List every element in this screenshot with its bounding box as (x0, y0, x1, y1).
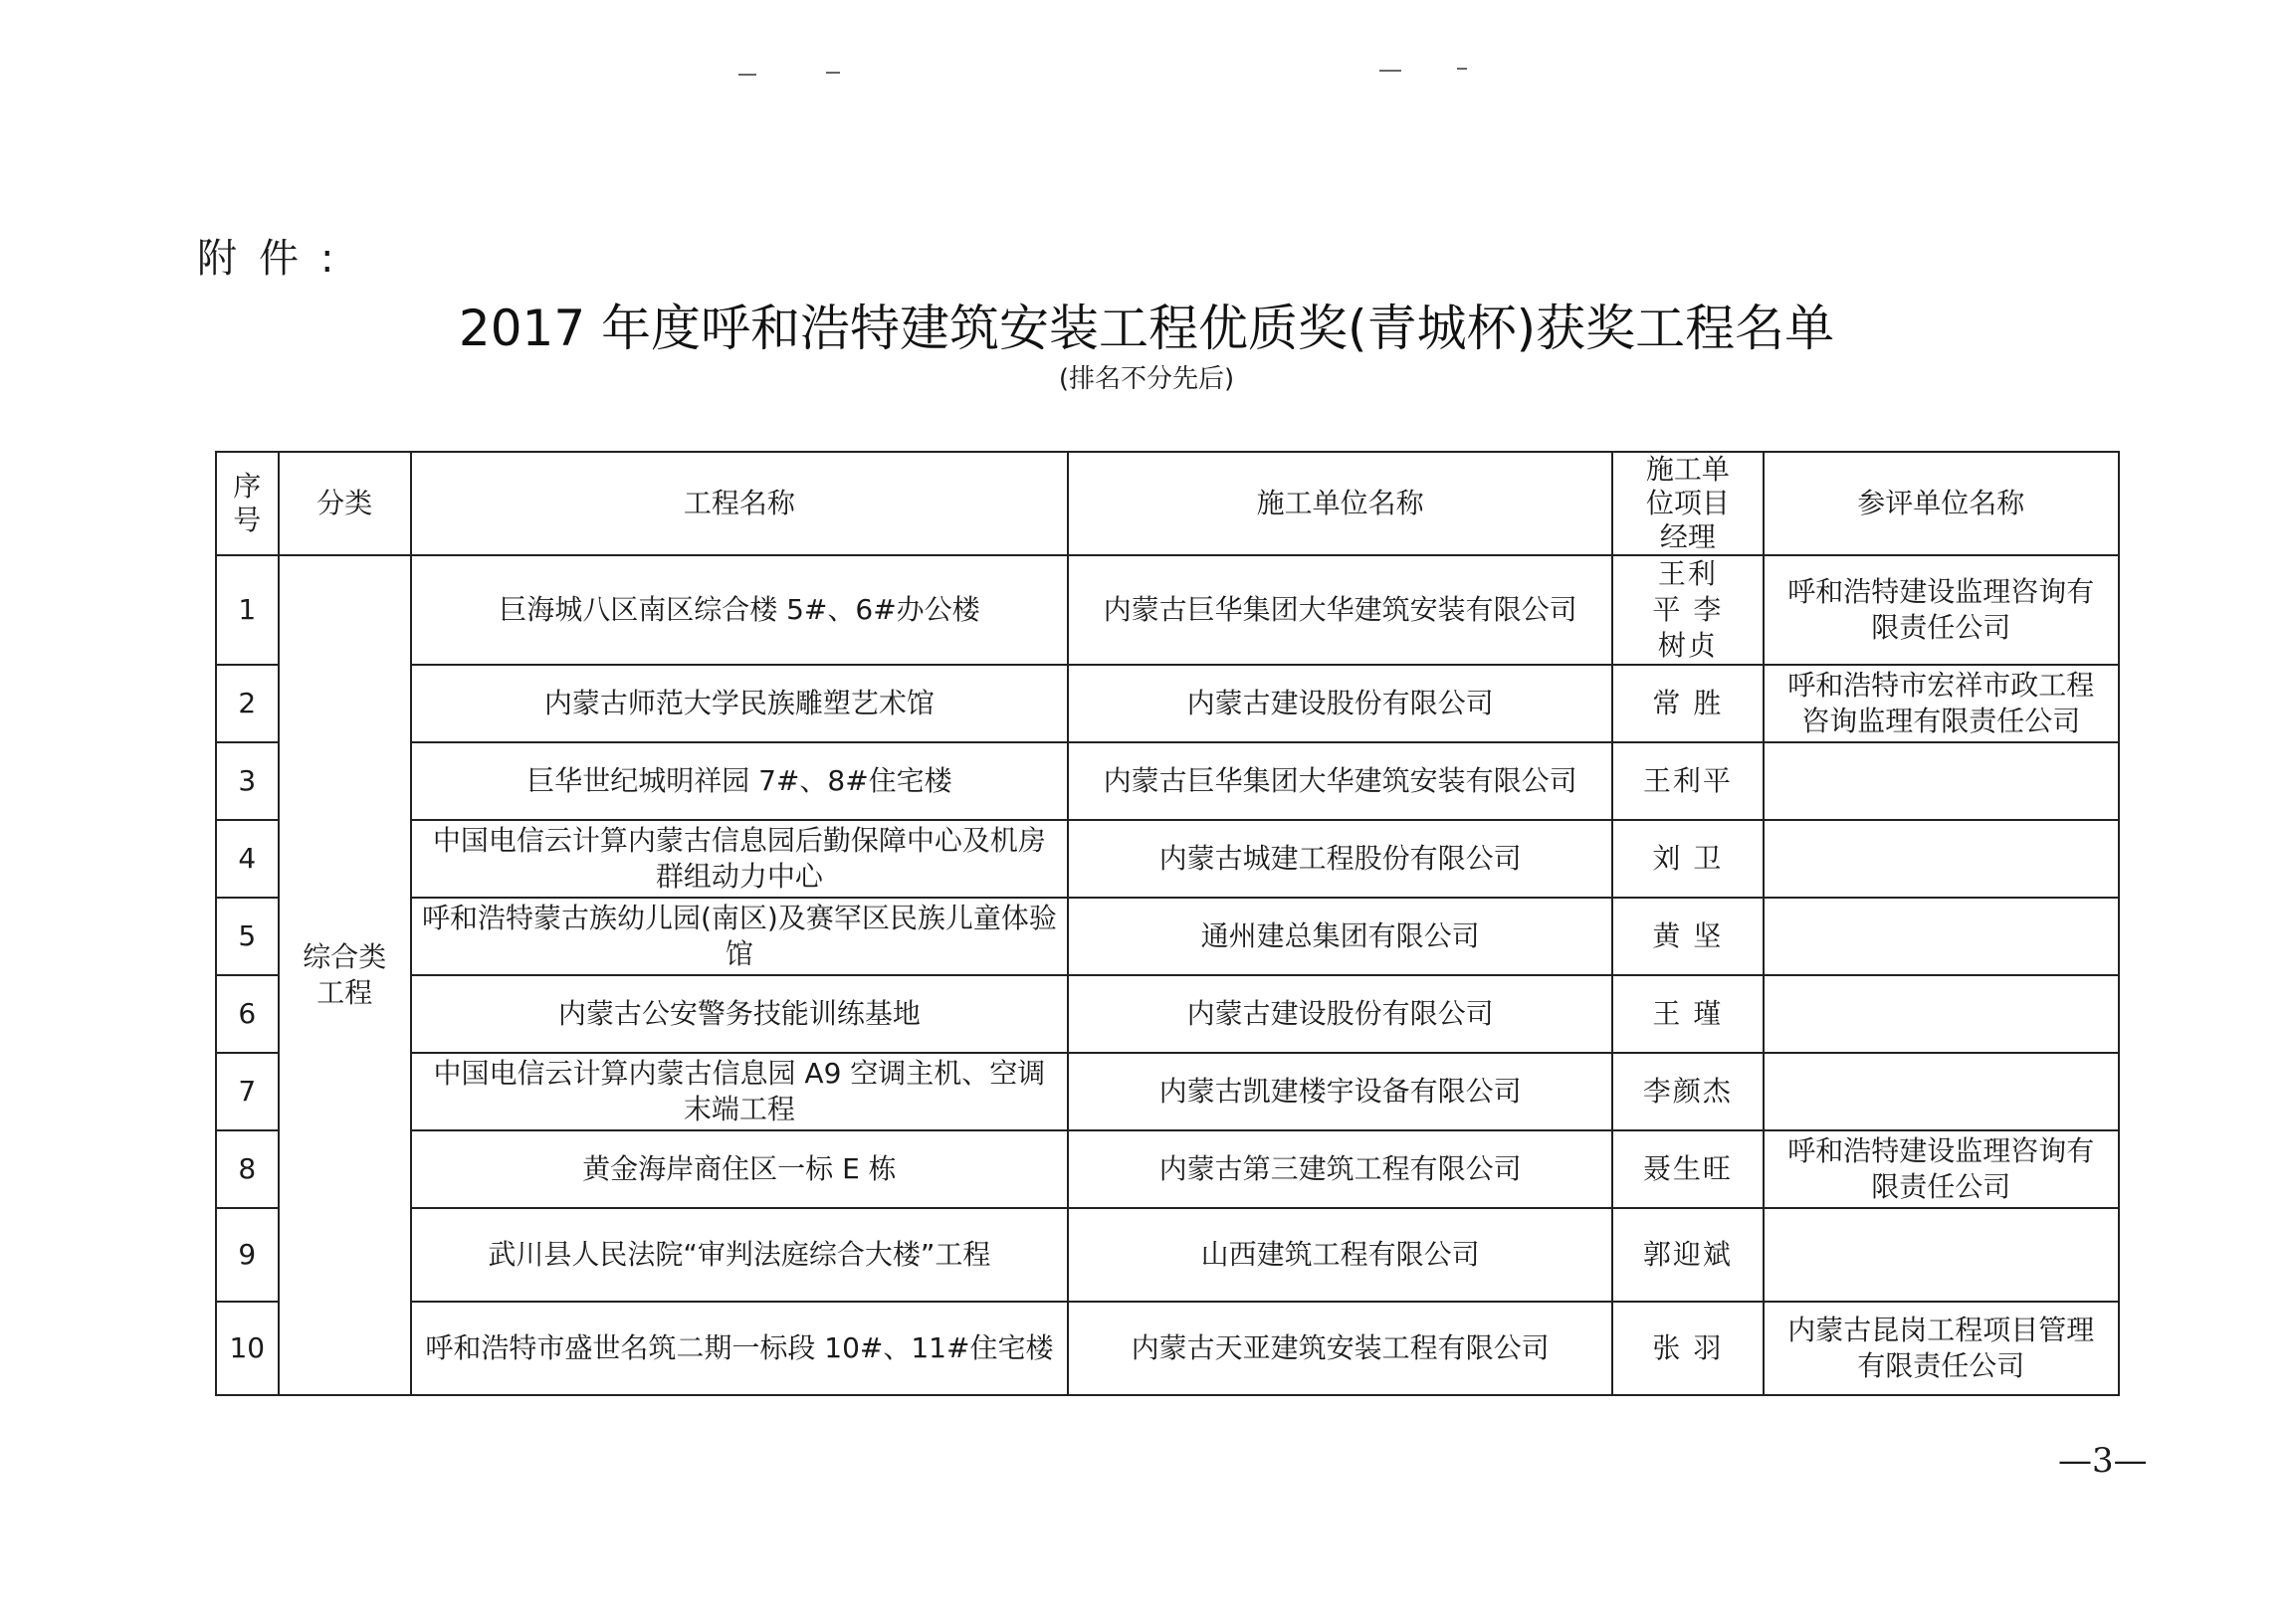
row-project: 中国电信云计算内蒙古信息园 A9 空调主机、空调末端工程 (411, 1053, 1068, 1130)
row-reviewer (1764, 742, 2119, 820)
table-row (216, 555, 2119, 665)
row-seq: 2 (216, 665, 279, 742)
row-reviewer: 内蒙古昆岗工程项目管理有限责任公司 (1764, 1302, 2119, 1395)
row-manager: 郭迎斌 (1612, 1208, 1763, 1302)
row-seq: 3 (216, 742, 279, 820)
scan-artifact (1379, 70, 1401, 72)
row-project: 巨海城八区南区综合楼 5#、6#办公楼 (411, 555, 1068, 665)
row-manager: 王利平 李树贞 (1612, 555, 1763, 665)
row-unit: 内蒙古巨华集团大华建筑安装有限公司 (1068, 555, 1612, 665)
row-seq: 6 (216, 975, 279, 1053)
row-reviewer: 呼和浩特建设监理咨询有限责任公司 (1764, 555, 2119, 665)
scan-artifact (1457, 68, 1467, 70)
row-reviewer (1764, 898, 2119, 975)
table-row (216, 1208, 2119, 1302)
table-header-row (216, 452, 2119, 555)
row-seq: 4 (216, 820, 279, 898)
row-unit: 山西建筑工程有限公司 (1068, 1208, 1612, 1302)
table-row (216, 742, 2119, 820)
row-reviewer: 呼和浩特市宏祥市政工程咨询监理有限责任公司 (1764, 665, 2119, 742)
row-unit: 内蒙古城建工程股份有限公司 (1068, 820, 1612, 898)
row-manager: 张 羽 (1612, 1302, 1763, 1395)
attachment-label: 附件: (197, 236, 356, 282)
page-number: —3— (2058, 1441, 2148, 1481)
table-row (216, 1130, 2119, 1208)
row-project: 内蒙古师范大学民族雕塑艺术馆 (411, 665, 1068, 742)
row-reviewer (1764, 1053, 2119, 1130)
row-project: 黄金海岸商住区一标 E 栋 (411, 1130, 1068, 1208)
row-manager: 常 胜 (1612, 665, 1763, 742)
header-manager: 施工单位项目经理 (1612, 452, 1763, 555)
row-unit: 内蒙古凯建楼宇设备有限公司 (1068, 1053, 1612, 1130)
row-reviewer: 呼和浩特建设监理咨询有限责任公司 (1764, 1130, 2119, 1208)
row-unit: 内蒙古第三建筑工程有限公司 (1068, 1130, 1612, 1208)
category-cell: 综合类工程 (279, 555, 411, 1395)
table-row (216, 1302, 2119, 1395)
scan-artifact (738, 74, 756, 76)
row-seq: 10 (216, 1302, 279, 1395)
row-reviewer (1764, 820, 2119, 898)
row-manager: 李颜杰 (1612, 1053, 1763, 1130)
row-unit: 内蒙古建设股份有限公司 (1068, 975, 1612, 1053)
row-unit: 通州建总集团有限公司 (1068, 898, 1612, 975)
table-row (216, 1053, 2119, 1130)
award-list-table (215, 451, 2120, 1396)
header-project: 工程名称 (411, 452, 1068, 555)
document-title: 2017 年度呼和浩特建筑安装工程优质奖(青城杯)获奖工程名单 (458, 300, 1835, 357)
row-manager: 王利平 (1612, 742, 1763, 820)
row-project: 中国电信云计算内蒙古信息园后勤保障中心及机房群组动力中心 (411, 820, 1068, 898)
row-project: 武川县人民法院“审判法庭综合大楼”工程 (411, 1208, 1068, 1302)
row-manager: 刘 卫 (1612, 820, 1763, 898)
header-seq: 序号 (216, 452, 279, 555)
row-manager: 王 瑾 (1612, 975, 1763, 1053)
header-reviewer: 参评单位名称 (1764, 452, 2119, 555)
row-seq: 5 (216, 898, 279, 975)
row-manager: 聂生旺 (1612, 1130, 1763, 1208)
header-category: 分类 (279, 452, 411, 555)
row-reviewer (1764, 1208, 2119, 1302)
row-project: 呼和浩特市盛世名筑二期一标段 10#、11#住宅楼 (411, 1302, 1068, 1395)
row-seq: 8 (216, 1130, 279, 1208)
row-seq: 7 (216, 1053, 279, 1130)
row-unit: 内蒙古巨华集团大华建筑安装有限公司 (1068, 742, 1612, 820)
table-row (216, 665, 2119, 742)
row-seq: 1 (216, 555, 279, 665)
row-project: 呼和浩特蒙古族幼儿园(南区)及赛罕区民族儿童体验馆 (411, 898, 1068, 975)
table-row (216, 975, 2119, 1053)
row-unit: 内蒙古天亚建筑安装工程有限公司 (1068, 1302, 1612, 1395)
header-unit: 施工单位名称 (1068, 452, 1612, 555)
row-project: 巨华世纪城明祥园 7#、8#住宅楼 (411, 742, 1068, 820)
row-seq: 9 (216, 1208, 279, 1302)
table-row (216, 898, 2119, 975)
row-project: 内蒙古公安警务技能训练基地 (411, 975, 1068, 1053)
table-row (216, 820, 2119, 898)
row-reviewer (1764, 975, 2119, 1053)
scan-artifact (826, 72, 840, 74)
document-subtitle: (排名不分先后) (1058, 364, 1235, 394)
row-manager: 黄 坚 (1612, 898, 1763, 975)
row-unit: 内蒙古建设股份有限公司 (1068, 665, 1612, 742)
